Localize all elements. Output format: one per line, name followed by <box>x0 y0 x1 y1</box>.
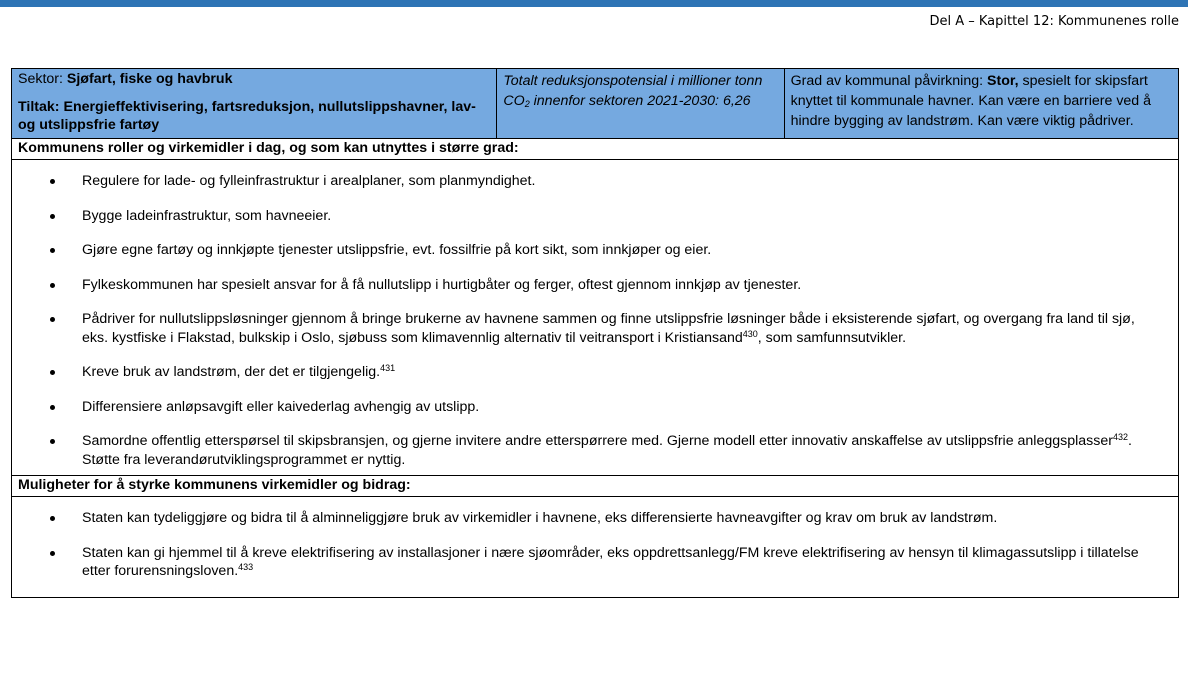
sector-cell <box>12 69 497 139</box>
footnote-ref: 430 <box>742 328 758 339</box>
influence-cell <box>784 69 1178 139</box>
bullet-icon <box>50 405 55 410</box>
running-header: Del A – Kapittel 12: Kommunenes rolle <box>929 14 1179 29</box>
influence-text: spesielt for skipsfart knyttet til kommunale havner. Kan være en barriere ved å hindre bygging av landstrøm. Kan være viktig pådriver. <box>790 73 1152 129</box>
opportunities-heading-row <box>12 476 1179 497</box>
bullet-icon <box>50 516 55 521</box>
bullet-icon <box>50 317 55 322</box>
list-item: Fylkeskommunen har spesielt ansvar for å få nullutslipp i hurtigbåter og ferger, oftest gjennom innkjøp av tjenester. <box>50 276 1158 295</box>
roles-list <box>12 160 1178 475</box>
list-item: Pådriver for nullutslippsløsninger gjennom å bringe brukerne av havnene sammen og finne utslippsfrie løsninger både i eksisterende sjøfart, og overgang fra land til sjø, eks. kystfiske i Flakstad, bulkskip i Oslo, sjøbuss som klimavennlig alternativ til veitransport i Kristiansand$^{430}$, som samfunnsutvikler. <box>50 310 1158 347</box>
top-accent-bar <box>0 0 1188 7</box>
list-item: Gjøre egne fartøy og innkjøpte tjenester utslippsfrie, evt. fossilfrie på kort sikt, som innkjøper og eier. <box>50 241 1158 260</box>
footnote-ref: 432 <box>1112 432 1128 442</box>
sector-label: Sektor: <box>18 71 63 87</box>
bullet-icon <box>50 439 55 444</box>
measures-line <box>12 88 496 138</box>
bullet-icon <box>50 248 55 253</box>
opportunities-list <box>12 497 1178 597</box>
list-item: Bygge ladeinfrastruktur, som havneeier. <box>50 207 1158 226</box>
list-item: Samordne offentlig etterspørsel til skipsbransjen, og gjerne invitere andre etterspørrere med. Gjerne modell etter innovativ anskaffelse av utslippsfrie anleggsplasser$^{432}$. Støtte fra leverandørutviklingsprogrammet er nyttig. <box>50 432 1158 469</box>
measures-value: Energieffektivisering, fartsreduksjon, nullutslippshavner, lav- og utslippsfrie fartøy <box>18 99 476 133</box>
table-header-row <box>12 69 1179 139</box>
bullet-icon <box>50 283 55 288</box>
roles-heading: Kommunens roller og virkemidler i dag, og som kan utnyttes i større grad: <box>18 140 519 156</box>
potential-cell <box>497 69 784 139</box>
list-item: Kreve bruk av landstrøm, der det er tilgjengelig.$^{431}$ <box>50 363 1158 382</box>
list-item: Staten kan gi hjemmel til å kreve elektrifisering av installasjoner i nære sjøområder, eks oppdrettsanlegg/FM kreve elektrifisering av hensyn til klimagassutslipp i tillatelse etter forurensningsloven.$^{433}$ <box>50 544 1158 581</box>
measure-table <box>11 68 1179 598</box>
reduction-potential <box>497 69 783 113</box>
bullet-icon <box>50 370 55 375</box>
sector-value: Sjøfart, fiske og havbruk <box>66 71 233 87</box>
bullet-icon <box>50 214 55 219</box>
roles-list-row <box>12 160 1179 476</box>
bullet-icon <box>50 179 55 184</box>
roles-heading-row <box>12 139 1179 160</box>
list-item: Staten kan tydeliggjøre og bidra til å alminneliggjøre bruk av virkemidler i havnene, eks differensierte havneavgifter og krav om bruk av landstrøm. <box>50 509 1158 528</box>
potential-text: Totalt reduksjonspotensial i millioner tonn CO <box>503 73 763 109</box>
bullet-icon <box>50 551 55 556</box>
measures-label: Tiltak: <box>18 99 60 115</box>
opportunities-heading: Muligheter for å styrke kommunens virkemidler og bidrag: <box>18 477 411 493</box>
footnote-ref: 431 <box>380 363 396 373</box>
municipal-influence <box>785 69 1178 133</box>
list-item: Regulere for lade- og fylleinfrastruktur i arealplaner, som planmyndighet. <box>50 172 1158 191</box>
influence-level: Stor, <box>987 73 1019 89</box>
influence-label: Grad av kommunal påvirkning: <box>790 73 984 89</box>
sector-line <box>12 69 496 88</box>
footnote-ref: 433 <box>238 562 254 572</box>
co2-subscript: 2 <box>524 99 530 109</box>
opportunities-list-row <box>12 497 1179 598</box>
list-item: Differensiere anløpsavgift eller kaivederlag avhengig av utslipp. <box>50 398 1158 417</box>
potential-value: innenfor sektoren 2021-2030: 6,26 <box>529 93 751 109</box>
